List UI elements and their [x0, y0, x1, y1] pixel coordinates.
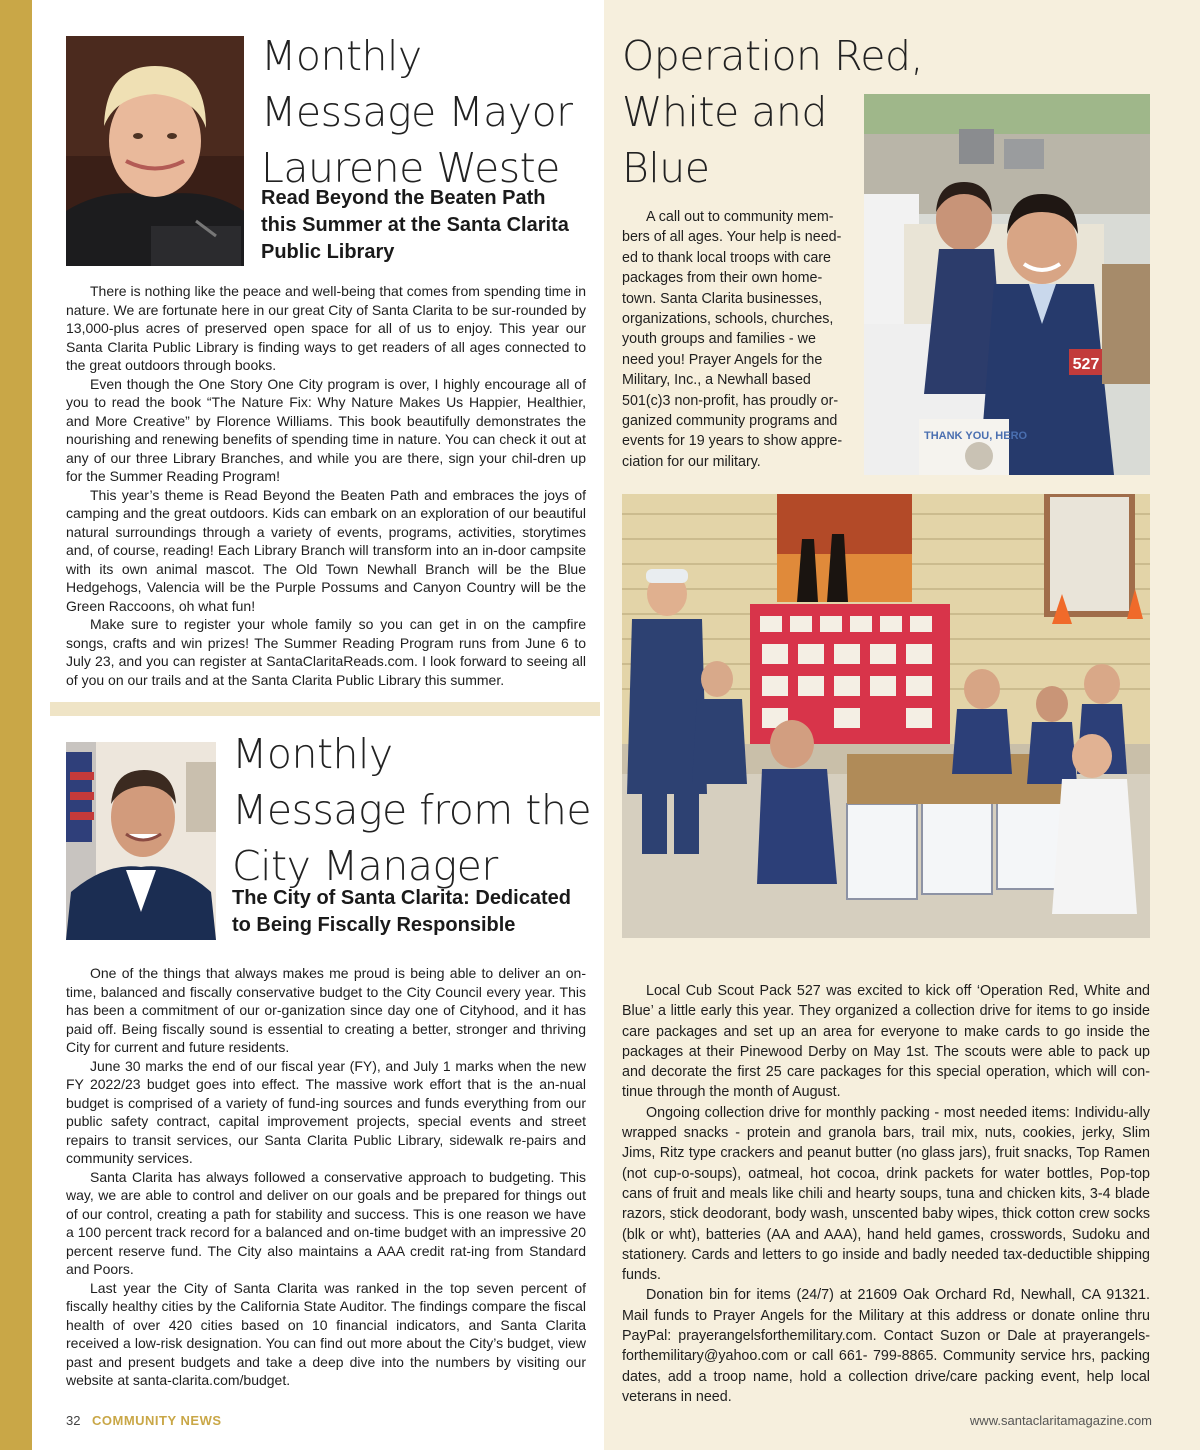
paragraph: June 30 marks the end of our fiscal year (FY), and July 1 marks when the new FY 2022/23 budget goes into effect. The massive work effort that is the an-nual budget is comprised of a variety of fund-ing sources and funds everything from our public safety contract, capital improvement projects, special events and street repairs to transit services, our Santa Clarita Public Library, sidewalk re-pairs and community services. [66, 1057, 586, 1166]
paragraph: Even though the One Story One City program is over, I highly encourage all of you to read the book “The Nature Fix: Why Nature Makes Us Happier, Healthier, and More Creative” by Florence Williams. This book beautifully demonstrates the nourishing and renewing benefits of spending time in nature. You can check it out at any of our three Library Branches, and while you are there, sign your chil-dren up for the Summer Reading Program! [66, 375, 586, 484]
city-manager-title-line: Monthly [232, 730, 393, 778]
mayor-subtitle-line: Read Beyond the Beaten Path [261, 187, 546, 209]
mayor-title-line: Laurene Weste [261, 144, 560, 192]
scouts-card-making-photo [864, 94, 1150, 475]
paragraph: Ongoing collection drive for monthly packing - most needed items: Individu-ally wrapped snacks - protein and granola bars, trail mix, nuts, cookies, jerky, Slim Jims, Ritz type crackers and peanut butter (no glass jars), fruit snacks, Top Ramen (not cup-o-soups), oatmeal, hot cocoa, drink packets for water bottles, Pop-top cans of fruit and meals like chili and hearty soups, tuna and chicken kits, 3-4 blade razors, stick deodorant, body wash, unscented baby wipes, thick cotton crew socks (blk or wht), batteries (AA and AAA), hand held games, crosswords, Sudoku and stationery. Cards and letters to go inside and badly needed tax-deductible shipping funds. [622, 1104, 1150, 1284]
section-brand-label: COMMUNITY NEWS [92, 1413, 222, 1428]
gold-side-bar [0, 0, 32, 1450]
city-manager-subtitle [232, 885, 592, 939]
mayor-portrait [66, 36, 244, 266]
mayor-article-body [66, 282, 586, 689]
troop-badge-text: 527 [1072, 356, 1100, 373]
mayor-subtitle [261, 185, 591, 266]
intro-line: ed to thank local troops with care [622, 249, 832, 266]
thank-you-card-text: THANK YOU, HERO [924, 430, 1028, 442]
intro-line: need you! Prayer Angels for the [622, 351, 823, 368]
paragraph: Donation bin for items (24/7) at 21609 Oak Orchard Rd, Newhall, CA 91321. Mail funds to Prayer Angels for the Military at this address or donate online thru PayPal: prayerangelsforthemilitary.com. Contact Suzon or Dale at prayerangels-forthemilitary@yahoo.com or call 661- 799-8865. Community service hrs, packing dates, add a troop name, hold a collection drive/care packing event, help local veterans in need. [622, 1287, 1150, 1405]
paragraph: Local Cub Scout Pack 527 was excited to kick off ‘Operation Red, White and Blue’ a little early this year. They organized a collection drive for items to go inside care packages and set up an area for everyone to make cards to go inside the packages at their Pinewood Derby on May 1st. The scouts were able to pack up and decorate the first 25 care packages for this special operation, which will con-tinue through the month of August. [622, 983, 1150, 1101]
intro-line: events for 19 years to show appre- [622, 433, 843, 450]
operation-article-body [622, 981, 1150, 1407]
city-manager-article-body [66, 964, 586, 1390]
paragraph: There is nothing like the peace and well-being that comes from spending time in nature. We are fortunate here in our great City of Santa Clarita to be sur-rounded by 13,000-plus acres of preserved open space for all of us to enjoy. This year our Santa Clarita Public Library is finding ways to get readers of all ages connected to the great outdoors through books. [66, 283, 586, 373]
intro-line: town. Santa Clarita businesses, [622, 290, 823, 307]
city-manager-title [232, 726, 591, 894]
intro-line: Military, Inc., a Newhall based [622, 372, 811, 389]
paragraph: Last year the City of Santa Clarita was ranked in the top seven percent of fiscally healthy cities by the California State Auditor. The findings compare the fiscal health of over 420 cities based on 10 financial indicators, and Santa Clarita received a low-risk designation. You can find out more about the City’s budget, view past and present budgets and take a deep dive into the numbers by visiting our website at santa-clarita.com/budget. [66, 1279, 586, 1388]
city-manager-title-line: City Manager [232, 842, 498, 890]
paragraph: This year’s theme is Read Beyond the Beaten Path and embraces the joys of camping and the great outdoors. Kids can embark on an exploration of our beautiful natural surroundings through a variety of events, programs, activities, storytimes and, of course, reading! Each Library Branch will transform into an in-door campsite with its own animal mascot. The Old Town Newhall Branch will be the Blue Hedgehogs, Valencia will be the Purple Possums and Canyon Country will be the Green Raccoons, oh what fun! [66, 486, 586, 614]
mayor-title [261, 28, 573, 196]
city-manager-subtitle-line: to Being Fiscally Responsible [232, 914, 516, 936]
paragraph: Make sure to register your whole family so you can get in on the campfire songs, crafts and win prizes! The Summer Reading Program runs from June 6 to July 23, and you can register at SantaClaritaReads.com. I look forward to seeing all of you on our trails and at the Santa Clarita Public Library this summer. [66, 616, 586, 688]
intro-line: packages from their own home- [622, 270, 823, 287]
mayor-subtitle-line: Public Library [261, 241, 395, 263]
intro-line: ciation for our military. [622, 453, 761, 470]
mayor-title-line: Message Mayor [261, 88, 573, 136]
operation-title-line: Operation Red, [622, 32, 924, 80]
scouts-care-packages-photo [622, 494, 1150, 938]
section-divider [50, 702, 600, 716]
intro-line: bers of all ages. Your help is need- [622, 229, 842, 246]
mayor-title-line: Monthly [261, 32, 422, 80]
operation-intro [622, 207, 848, 472]
magazine-url: www.santaclaritamagazine.com [969, 1413, 1152, 1428]
operation-title-line: White and [622, 88, 827, 136]
page-number: 32 [66, 1413, 81, 1428]
city-manager-portrait [66, 742, 216, 940]
intro-line: youth groups and families - we [622, 331, 816, 348]
paragraph: One of the things that always makes me proud is being able to deliver an on-time, balanced and fiscally conservative budget to the City Council every year. This has been a commitment of our or-ganization since day one of Cityhood, and it has paid off. Being fiscally sound is essential to creating a better, stronger and thriving City for current and future residents. [66, 965, 586, 1055]
operation-title-line: Blue [622, 144, 710, 192]
intro-line: 501(c)3 non-profit, has proudly or- [622, 392, 839, 409]
city-manager-title-line: Message from the [232, 786, 592, 834]
paragraph: Santa Clarita has always followed a conservative approach to budgeting. This way, we are able to control and deliver on our goals and be prepared for things out of our control, creating a path for stability and success. This is one reason we have a 100 percent track record for a balanced and on-time budget with an impressive 20 percent reserve fund. The City also maintains a AAA credit rat-ing from Standard and Poors. [66, 1168, 586, 1277]
mayor-subtitle-line: this Summer at the Santa Clarita [261, 214, 569, 236]
intro-line: ganized community programs and [622, 413, 838, 430]
intro-line: A call out to community mem- [646, 209, 834, 225]
city-manager-subtitle-line: The City of Santa Clarita: Dedicated [232, 887, 571, 909]
intro-line: organizations, schools, churches, [622, 311, 834, 328]
